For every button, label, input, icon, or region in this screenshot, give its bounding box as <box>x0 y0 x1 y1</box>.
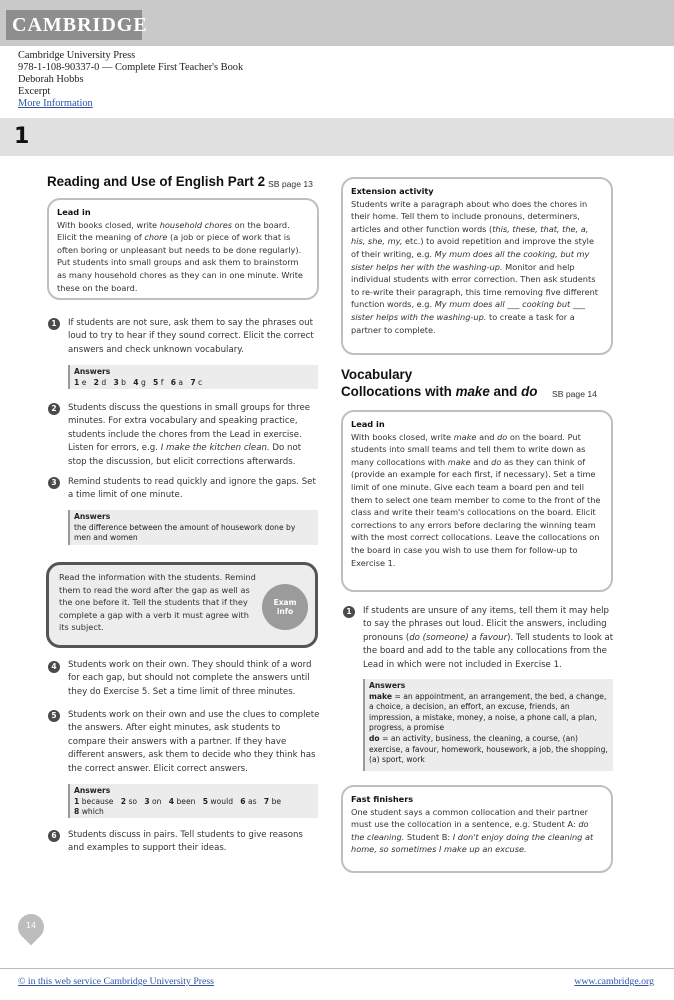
more-information-link[interactable]: More Information <box>18 98 93 109</box>
answers-heading: Answers <box>74 367 111 376</box>
exam-info-badge: Exam info <box>262 584 308 630</box>
footer-website-link[interactable]: www.cambridge.org <box>574 976 654 987</box>
answers-heading: Answers <box>74 512 111 521</box>
chapter-number: 1 <box>14 124 30 149</box>
step-1-text: If students are not sure, ask them to say the phrases out loud to try to hear if they sound correct. Elicit the correct answers and check unknown vocabulary. <box>68 318 314 355</box>
step-number: 1 <box>343 606 355 618</box>
step-4-text: Students work on their own. They should think of a word for each gap, but should not complete the answers until they do Exercise 5. Set a time limit of three minutes. <box>68 660 312 697</box>
step-3-text: Remind students to read quickly and ignore the gaps. Set a time limit of one minute. <box>68 477 316 501</box>
step-number: 3 <box>48 477 60 489</box>
excerpt-label: Excerpt <box>18 86 51 97</box>
lead-in-text: With books closed, write make and do on the board. Put students into small teams and tell them to write down as many collocations with make and do as they can think of (provide an example for each first, if necessary). Set a time limit of one minute. Give each team a board pen and tell them to select one team member to come to the front of the class and write their team's collocations on the board. Elicit corrections to any errors before declaring the winning team with the most correct collocations. Leave the collocations on the board in case you wish to use them for follow-up to Exercise 1. <box>351 431 601 568</box>
cambridge-logo: CAMBRIDGE <box>6 10 142 40</box>
publisher: Cambridge University Press <box>18 50 136 61</box>
section-subtitle-collocations: Collocations with make and do <box>341 384 538 399</box>
answers-heading: Answers <box>74 786 111 795</box>
answers-box-3 <box>68 510 318 545</box>
section-title-reading: Reading and Use of English Part 2 <box>47 174 266 189</box>
step-5-text: Students work on their own and use the clues to complete the answers. After eight minutes, ask students to compare their answers with a partner. If they have different answers, ask them to decide who they think has the correct answer. Elicit correct answers. <box>68 710 320 774</box>
answers-box-1 <box>68 365 318 389</box>
step-number: 4 <box>48 661 60 673</box>
lead-in-box <box>47 198 319 300</box>
answers-box-vocab <box>363 679 613 771</box>
exam-info-text: Read the information with the students. Remind them to read the word after the gap as well as the one before it. Tell the students that if they complete a gap with a verb it must agree with its subject. <box>59 572 256 633</box>
lead-in-heading: Lead in <box>351 419 385 429</box>
answers-text: the difference between the amount of housework done by men and women <box>74 522 296 543</box>
fast-finishers-heading: Fast finishers <box>351 794 414 804</box>
extension-heading: Extension activity <box>351 186 434 196</box>
vocab-step-1-text: If students are unsure of any items, tell them it may help to say the phrases out loud. Elicit the answers, including pronouns (do (someone) a favour). Tell students to look at the board and add to the table any collocations from the Lead in which were not included in Exercise 1. <box>363 606 614 670</box>
step-number: 1 <box>48 318 60 330</box>
answers-list: 1 e 2 d 3 b 4 g 5 f 6 a 7 c <box>74 377 203 387</box>
answers-do: do = an activity, business, the cleaning, a course, (an) exercise, a favour, homework, housework, a job, the shopping, (a) sport, work <box>369 733 608 765</box>
step-number: 5 <box>48 710 60 722</box>
sb-page-ref: SB page 13 <box>268 179 313 189</box>
chapter-bar <box>0 118 674 156</box>
answers-make: make = an appointment, an arrangement, the bed, a change, a choice, a decision, an effort, an excuse, friends, an impression, a mistake, money, a noise, a phone call, a plan, progress, a promise <box>369 691 607 733</box>
step-2-text: Students discuss the questions in small groups for three minutes. For extra vocabulary and speaking practice, students include the chores from the Lead in exercise. Listen for errors, e.g. I make the kitchen clean. Do not stop the discussion, but elicit corrections afterwards. <box>68 403 311 467</box>
step-number: 6 <box>48 830 60 842</box>
extension-text: Students write a paragraph about who does the chores in their home. Tell them to include pronouns, determiners, articles and other function words (this, these, that, the, a, his, she, my, etc.) to avoid repetition and improve the style of their writing, e.g. My mum does all the cooking, but my sister helps her with the washing-up. Monitor and help individual students with error correction. Then ask students to re-write their paragraph, this time removing five different function words, e.g. My mum does all ___ cooking but ___ sister helps with the washing-up. to create a task for a partner to complete. <box>351 198 599 335</box>
vocab-lead-in-box <box>341 410 613 592</box>
lead-in-heading: Lead in <box>57 207 91 217</box>
step-6-text: Students discuss in pairs. Tell students to give reasons and examples to support their ideas. <box>68 830 303 854</box>
fast-finishers-box <box>341 785 613 873</box>
footer-divider <box>0 968 674 969</box>
answers-box-5 <box>68 784 318 818</box>
isbn-title: 978-1-108-90337-0 — Complete First Teacher's Book <box>18 62 244 73</box>
answers-list: 1 because 2 so 3 on 4 been 5 would 6 as 7 be 8 which <box>74 796 282 817</box>
footer-copyright-link[interactable]: © in this web service Cambridge University Press <box>18 976 214 987</box>
lead-in-text: With books closed, write household chores on the board. Elicit the meaning of chore (a job or piece of work that is often boring or unpleasant but needs to be done regularly). Put students into small groups and ask them to brainstorm as many household chores as they can in one minute. Write these on the board. <box>57 219 303 293</box>
fast-finishers-text: One student says a common collocation and their partner must use the collocation in a sentence, e.g. Student A: do the cleaning. Student B: I don't enjoy doing the cleaning at home, so sometimes I make up an excuse. <box>351 806 594 855</box>
author: Deborah Hobbs <box>18 74 84 85</box>
extension-activity-box <box>341 177 613 355</box>
answers-heading: Answers <box>369 681 406 690</box>
section-title-vocabulary: Vocabulary <box>341 367 413 382</box>
step-number: 2 <box>48 403 60 415</box>
sb-page-ref: SB page 14 <box>552 389 597 399</box>
page-number: 14 <box>25 921 37 930</box>
